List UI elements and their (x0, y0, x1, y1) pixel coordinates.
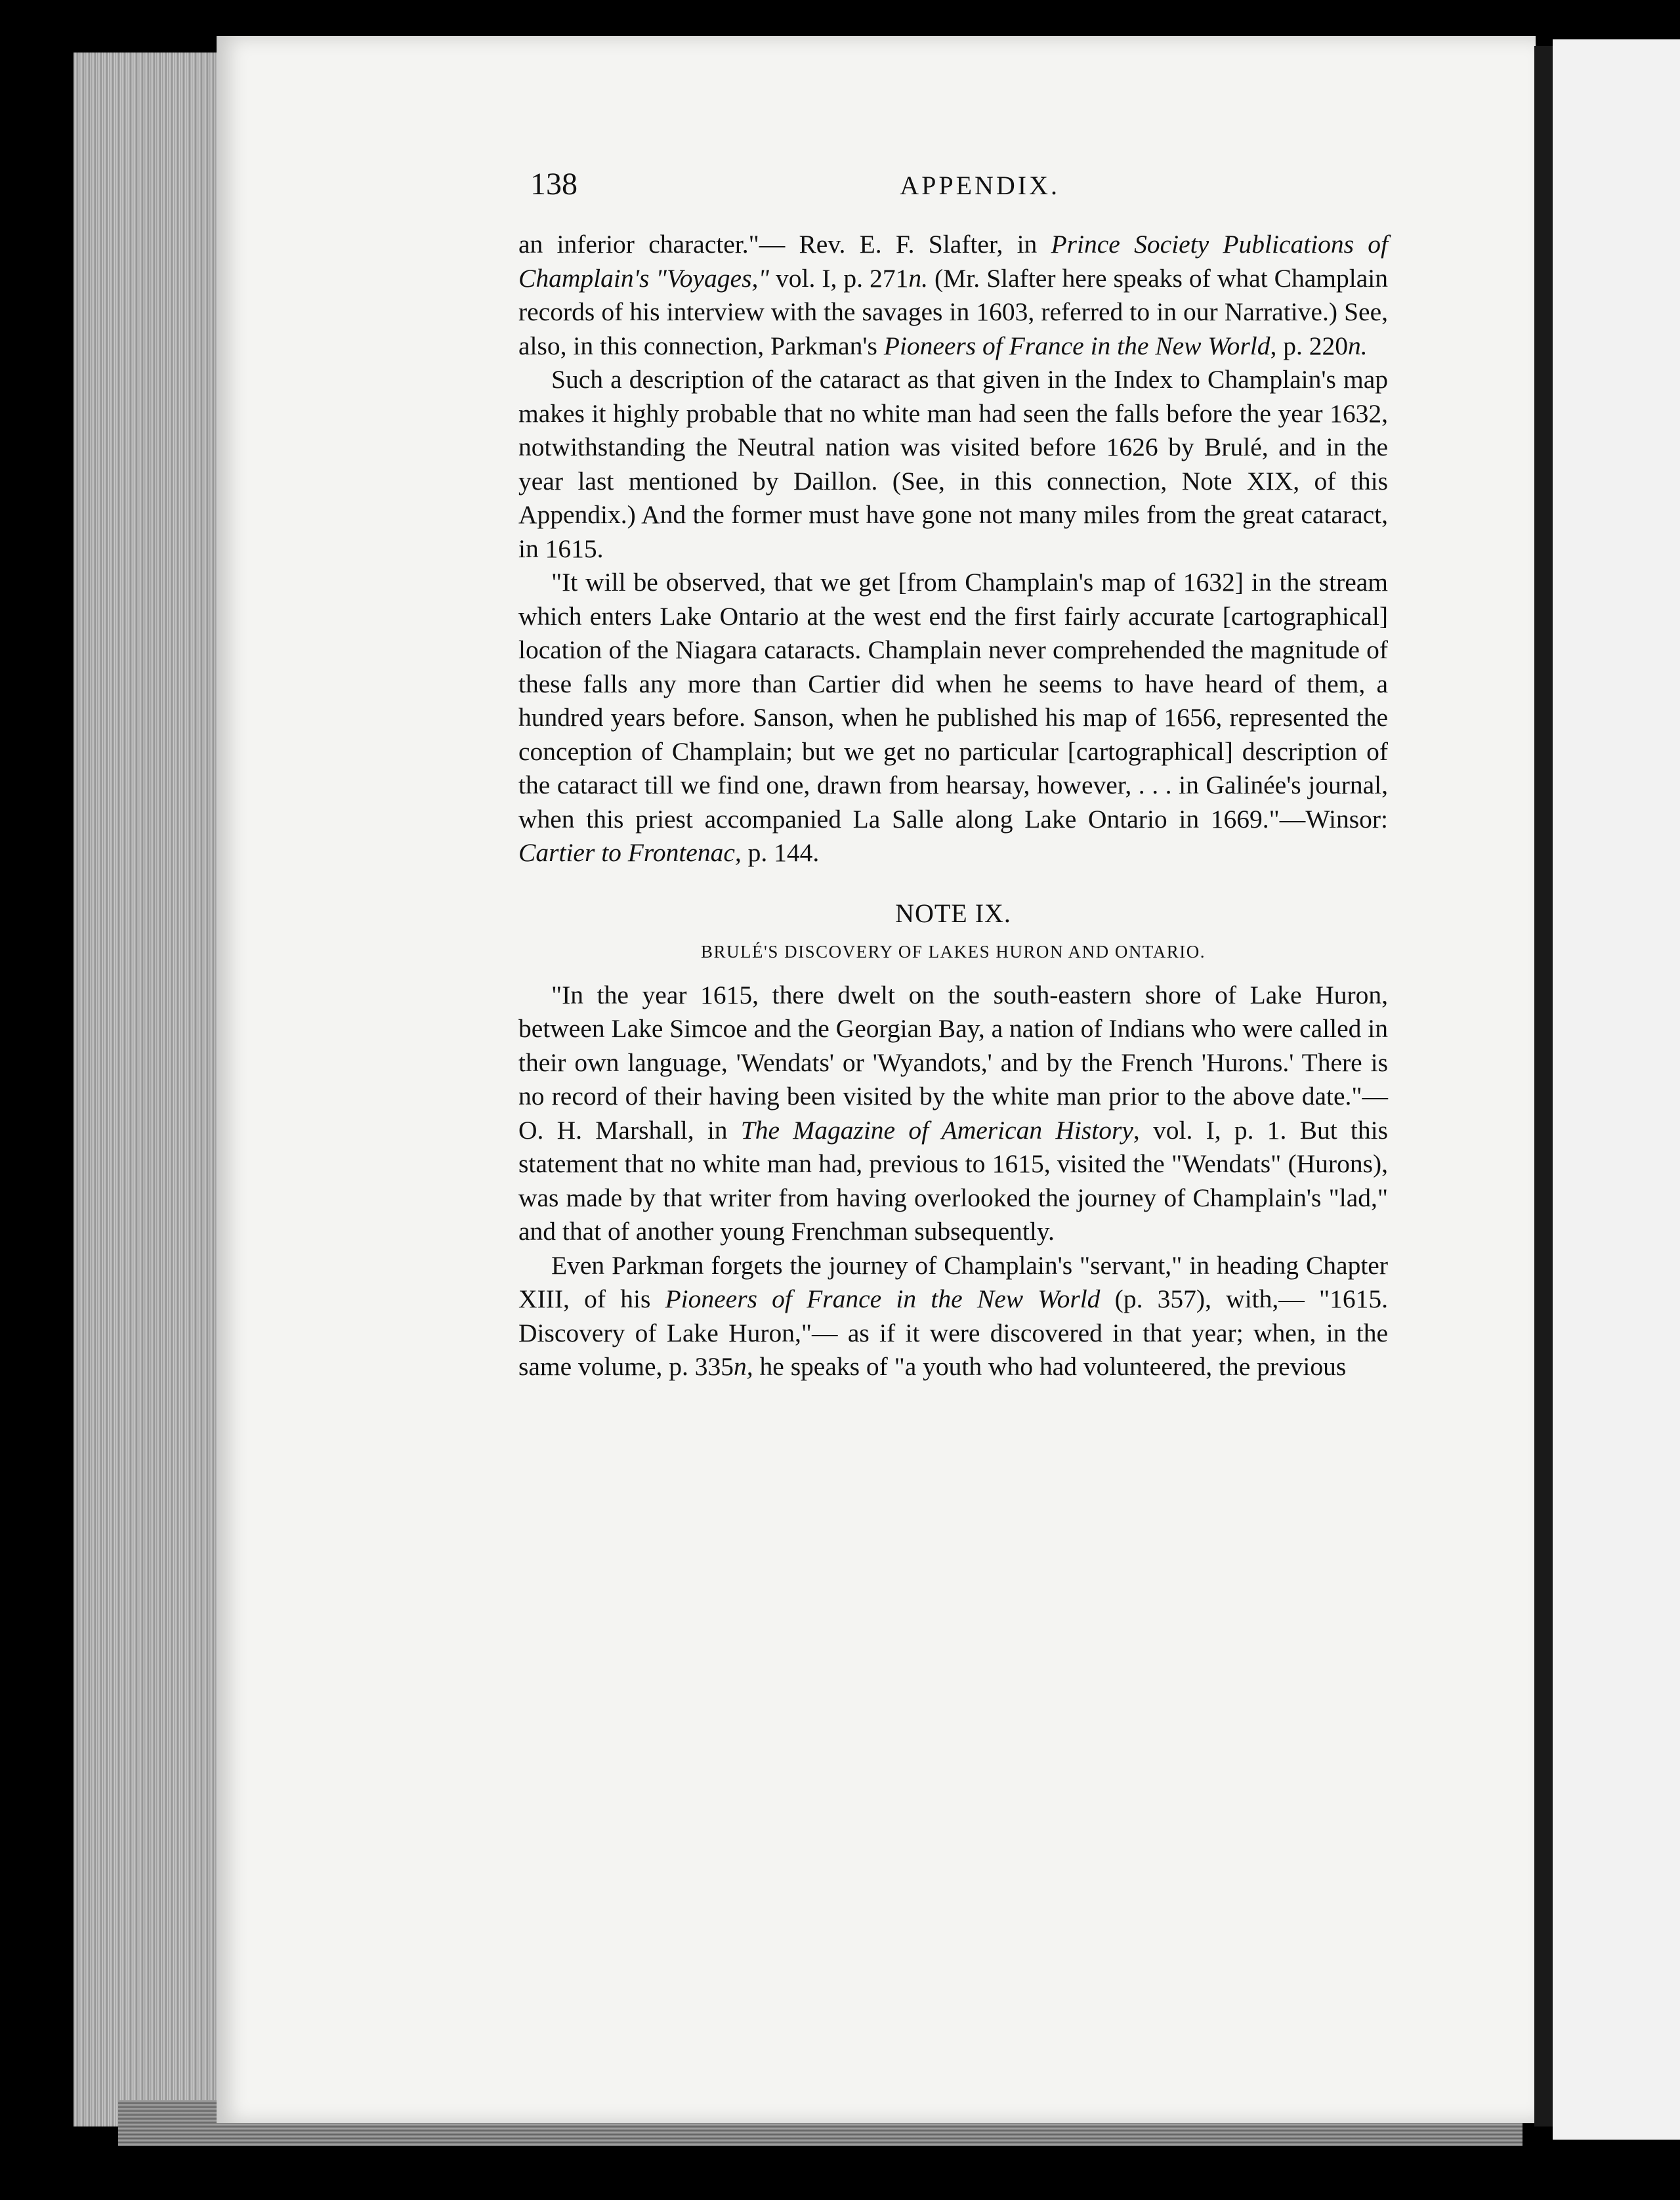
paragraph-cataract-description: Such a description of the cataract as that given in the Index to Champlain's map makes it highly probable that no white man had seen the falls before the year 1632, notwithstanding the Neutral nation was visited before 1626 by Brulé, and in the year last mentioned by Daillon. (See, in this connection, Note XIX, of this Appendix.) And the former must have gone not many miles from the great cataract, in 1615. (518, 365, 1388, 563)
paragraph-parkman: Even Parkman forgets the journey of Champlain's "servant," in heading Chapter XIII, of his Pioneers of France in the New World (p. 357), with,— "1615. Discovery of Lake Huron,"— as if it were discovered in that year; when, in the same volume, p. 335n, he speaks of "a youth who had volunteered, the previous (518, 1250, 1388, 1381)
paragraph-marshall-quote: "In the year 1615, there dwelt on the south-eastern shore of Lake Huron, between Lake Simcoe and the Georgian Bay, a nation of Indians who were called in their own language, 'Wendats' or 'Wyandots,' and by the French 'Hurons.' There is no record of their having been visited by the white man prior to the above date."— O. H. Marshall, in The Magazine of American History, vol. I, p. 1. But this statement that no white man had, previous to 1615, visited the "Wendats" (Hurons), was made by that writer from having overlooked the journey of Champlain's "lad," and that of another young Frenchman subsequently. (518, 980, 1389, 1246)
note-subheading: BRULÉ'S DISCOVERY OF LAKES HURON AND ONTARIO. (701, 942, 1206, 962)
facing-page-edge (1553, 39, 1680, 2140)
note-heading: NOTE IX. (895, 898, 1011, 928)
binding-gutter (1534, 46, 1553, 2126)
paragraph-slafter-citation: an inferior character."— Rev. E. F. Slafter, in Prince Society Publications of Champlain's "Voyages," vol. I, p. 271n. (Mr. Slafter here speaks of what Champlain records of his interview with the savages in 1603, referred to in our Narrative.) See, also, in this connection, Parkman's Pioneers of France in the New World, p. 220n. (518, 230, 1388, 360)
running-title: APPENDIX. (900, 171, 1060, 200)
paragraph-winsor-quote: "It will be observed, that we get [from Champlain's map of 1632] in the stream which enters Lake Ontario at the west end the first fairly accurate [cartographical] location of the Niagara cataracts. Champlain never comprehended the magnitude of these falls any more than Cartier did when he seems to have heard of them, a hundred years before. Sanson, when he published his map of 1656, represented the conception of Champlain; but we get no particular [cartographical] description of the cataract till we find one, drawn from hearsay, however, . . . in Galinée's journal, when this priest accompanied La Salle along Lake Ontario in 1669."—Winsor: Cartier to Frontenac, p. 144. (518, 568, 1388, 867)
running-head (530, 167, 1388, 228)
page-number: 138 (530, 167, 578, 201)
book-page-edges (74, 53, 224, 2126)
page-text (518, 167, 1388, 1384)
